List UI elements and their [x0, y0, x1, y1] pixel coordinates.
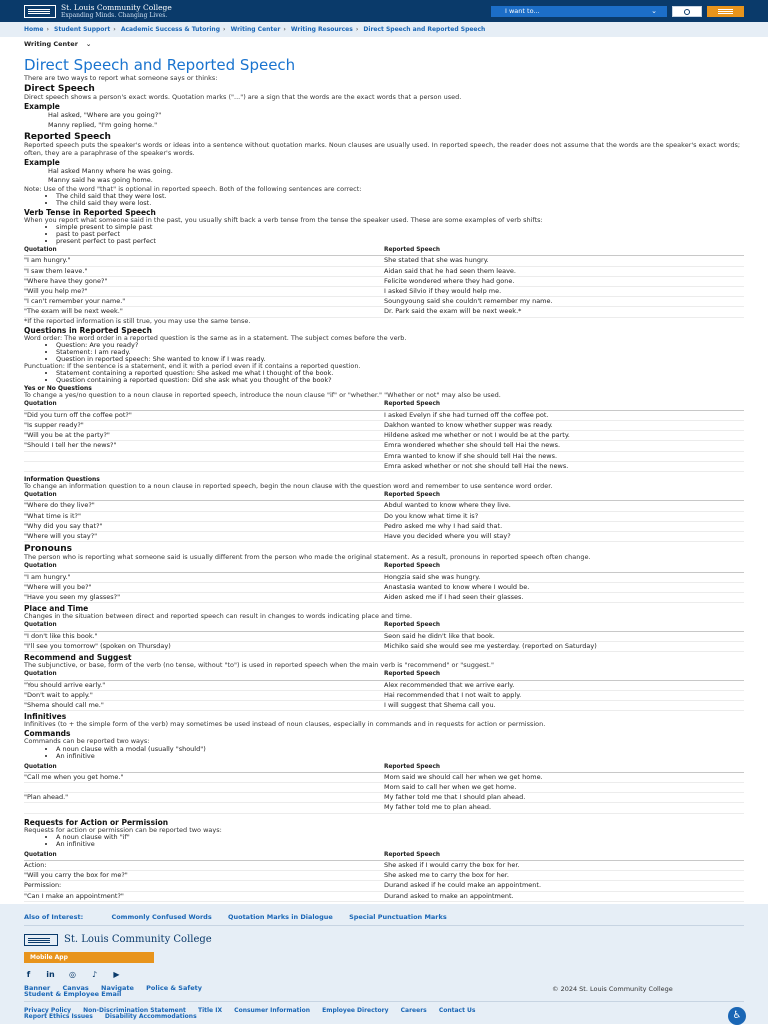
page-title: Direct Speech and Reported Speech	[24, 56, 296, 74]
table-row	[24, 690, 744, 700]
table-row	[24, 297, 744, 307]
link-special-punctuation[interactable]: Special Punctuation Marks	[349, 913, 447, 921]
table-header-row	[24, 491, 744, 501]
footer-college-name: St. Louis Community College	[64, 934, 212, 945]
table-cell: "You should arrive early."	[24, 680, 384, 690]
requests-heading: Requests for Action or Permission	[24, 817, 169, 827]
table-cell: Permission:	[24, 881, 384, 891]
table-header-row	[24, 851, 744, 861]
table-cell: "I can't remember your name."	[24, 297, 384, 307]
table-cell: Michiko said she would see me yesterday. (reported on Saturday)	[384, 641, 744, 651]
table-cell: "I am hungry."	[24, 572, 384, 582]
table-cell: Emra wanted to know if she should tell Hai the news.	[384, 451, 744, 461]
table-cell: Alex recommended that we arrive early.	[384, 680, 744, 690]
section-nav-label: Writing Center	[24, 40, 78, 48]
table-cell	[24, 803, 384, 813]
list-item: • Question containing a reported question: Did she ask what you thought of the book?	[56, 377, 744, 384]
table-header-row	[24, 246, 744, 256]
table-row	[24, 276, 744, 286]
mobile-app-button[interactable]: Mobile App	[24, 952, 154, 963]
pronouns-table	[24, 562, 744, 603]
tiktok-icon[interactable]: ♪	[91, 970, 98, 979]
table-cell: "Where have they gone?"	[24, 276, 384, 286]
table-cell: "Is supper ready?"	[24, 420, 384, 430]
table-row	[24, 451, 744, 461]
linkedin-icon[interactable]: in	[46, 970, 55, 979]
pronouns-heading: Pronouns	[24, 544, 72, 555]
table-cell: "What time is it?"	[24, 511, 384, 521]
list-item: • A noun clause with a modal (usually "should")	[56, 746, 744, 753]
link-non-discrimination[interactable]: Non-Discrimination Statement	[83, 1007, 186, 1014]
table-cell: I will suggest that Shema call you.	[384, 700, 744, 710]
table-cell: "Have you seen my glasses?"	[24, 593, 384, 603]
table-cell: "Will you be at the party?"	[24, 431, 384, 441]
commands-heading: Commands	[24, 729, 71, 739]
table-cell: Felicite wondered where they had gone.	[384, 276, 744, 286]
info-questions-heading: Information Questions	[24, 475, 100, 483]
breadcrumb-bar	[0, 22, 768, 37]
info-questions-table	[24, 491, 744, 542]
table-cell: Action:	[24, 861, 384, 871]
example-line: Manny replied, "I'm going home."	[48, 120, 158, 129]
reported-example-heading: Example	[24, 157, 60, 167]
table-header-row	[24, 562, 744, 572]
direct-example	[24, 111, 744, 130]
requests-table	[24, 851, 744, 902]
column-header: Quotation	[24, 246, 384, 256]
reported-speech-heading: Reported Speech	[24, 132, 111, 143]
questions-heading: Questions in Reported Speech	[24, 325, 152, 335]
table-header-row	[24, 400, 744, 410]
copyright: © 2024 St. Louis Community College	[552, 985, 673, 993]
table-cell: "Where do they live?"	[24, 501, 384, 511]
infinitives-heading: Infinitives	[24, 712, 67, 722]
table-cell: She stated that she was hungry.	[384, 256, 744, 266]
table-cell: "Don't wait to apply."	[24, 690, 384, 700]
table-cell: Soungyoung said she couldn't remember my name.	[384, 297, 744, 307]
column-header: Quotation	[24, 621, 384, 631]
tense-footnote: *If the reported information is still true, you may use the same tense.	[24, 316, 251, 325]
link-careers[interactable]: Careers	[400, 1007, 427, 1014]
table-cell: "I am hungry."	[24, 256, 384, 266]
breadcrumb-current[interactable]: Direct Speech and Reported Speech	[363, 26, 486, 33]
link-employee-directory[interactable]: Employee Directory	[322, 1007, 389, 1014]
table-row	[24, 572, 744, 582]
punctuation-list	[24, 370, 744, 384]
table-cell: "Did you turn off the coffee pot?"	[24, 410, 384, 420]
column-header: Quotation	[24, 763, 384, 773]
link-banner[interactable]: Banner	[24, 984, 51, 992]
direct-example-heading: Example	[24, 102, 60, 112]
breadcrumb-home[interactable]: Home	[24, 26, 44, 33]
column-header: Reported Speech	[384, 400, 744, 410]
also-of-interest	[24, 913, 447, 921]
table-row	[24, 793, 744, 803]
college-logo-icon	[24, 5, 56, 18]
table-cell: Dr. Park said the exam will be next week.*	[384, 307, 744, 317]
reported-example	[24, 167, 744, 186]
section-nav[interactable]	[24, 40, 91, 48]
table-cell: I asked Evelyn if she had turned off the coffee pot.	[384, 410, 744, 420]
column-header: Quotation	[24, 400, 384, 410]
infinitives-text: Infinitives (to + the simple form of the verb) may sometimes be used instead of noun clauses, especially in commands and in requests for action or permission.	[24, 720, 546, 729]
link-contact-us[interactable]: Contact Us	[438, 1007, 476, 1014]
list-item: • past to past perfect	[56, 231, 744, 238]
hamburger-icon	[718, 9, 733, 10]
link-consumer-information[interactable]: Consumer Information	[234, 1007, 310, 1014]
list-item: • The child said that they were lost.	[56, 193, 744, 200]
questions-text: Word order: The word order in a reported question is the same as in a statement. The subject comes before the verb.	[24, 333, 407, 342]
intro-text: There are two ways to report what someone says or thinks:	[24, 74, 218, 82]
table-cell	[24, 782, 384, 792]
list-item: • Statement: I am ready.	[56, 349, 744, 356]
college-logo[interactable]	[24, 4, 172, 19]
breadcrumb-writing-resources[interactable]: Writing Resources	[290, 26, 353, 33]
table-cell: Aidan said that he had seen them leave.	[384, 266, 744, 276]
footer-legal-links-2	[24, 1013, 207, 1021]
breadcrumb-writing-center[interactable]: Writing Center	[230, 26, 281, 33]
direct-speech-text: Direct speech shows a person's exact words. Quotation marks ("...") are a sign that the words are the exact words that a person used.	[24, 93, 462, 102]
chevron-down-icon: ⌄	[85, 40, 92, 48]
link-report-ethics[interactable]: Report Ethics Issues	[24, 1013, 93, 1020]
footer-logo[interactable]	[24, 934, 212, 947]
table-row	[24, 680, 744, 690]
table-cell: I asked Silvio if they would help me.	[384, 287, 744, 297]
example-line: Hal asked, "Where are you going?"	[48, 111, 162, 120]
example-line: Manny said he was going home.	[48, 176, 153, 185]
table-row	[24, 461, 744, 471]
recommend-table	[24, 670, 744, 711]
table-cell: Dakhon wanted to know whether supper was ready.	[384, 420, 744, 430]
footer-divider	[24, 925, 744, 926]
accessibility-icon[interactable]: ♿	[728, 1007, 746, 1025]
top-bar	[0, 0, 768, 22]
table-header-row	[24, 670, 744, 680]
table-cell: Emra asked whether or not she should tell Hai the news.	[384, 461, 744, 471]
that-note-list	[24, 193, 744, 207]
column-header: Quotation	[24, 562, 384, 572]
table-cell: Seon said he didn't like that book.	[384, 631, 744, 641]
word-order-list	[24, 342, 744, 363]
verb-tense-table	[24, 246, 744, 317]
table-row	[24, 410, 744, 420]
table-row	[24, 501, 744, 511]
table-row	[24, 871, 744, 881]
table-row	[24, 511, 744, 521]
table-cell: Abdul wanted to know where they live.	[384, 501, 744, 511]
search-button[interactable]	[672, 6, 702, 17]
table-row	[24, 420, 744, 430]
table-cell: Hongzia said she was hungry.	[384, 572, 744, 582]
list-item: • present perfect to past perfect	[56, 238, 744, 245]
direct-speech-heading: Direct Speech	[24, 84, 95, 95]
youtube-icon[interactable]: ▶	[113, 970, 120, 979]
table-row	[24, 307, 744, 317]
table-cell: Do you know what time it is?	[384, 511, 744, 521]
pronouns-text: The person who is reporting what someone said is usually different from the person who made the original statement. As a result, pronouns in reported speech often change.	[24, 553, 591, 562]
breadcrumb: Home › Student Support › Academic Success & Tutoring › Writing Center › Writing Resources › Direct Speech and Reported Speech	[24, 26, 486, 33]
table-cell: Hildene asked me whether or not I would be at the party.	[384, 431, 744, 441]
college-name: St. Louis Community College	[61, 3, 172, 12]
link-quotation-marks-dialogue[interactable]: Quotation Marks in Dialogue	[227, 913, 333, 921]
table-cell: Durand asked to make an appointment.	[384, 891, 744, 901]
table-cell: "Will you help me?"	[24, 287, 384, 297]
table-row	[24, 266, 744, 276]
link-disability-accommodations[interactable]: Disability Accommodations	[104, 1013, 197, 1020]
link-canvas[interactable]: Canvas	[62, 984, 89, 992]
link-title-ix[interactable]: Title IX	[197, 1007, 223, 1014]
table-cell: She asked me to carry the box for her.	[384, 871, 744, 881]
i-want-to-label: I want to...	[505, 7, 540, 15]
place-time-table	[24, 621, 744, 652]
table-row	[24, 582, 744, 592]
requests-list	[24, 834, 744, 848]
table-cell: Mom said to call her when we get home.	[384, 782, 744, 792]
table-cell: Anastasia wanted to know where I would be.	[384, 582, 744, 592]
example-line: Hal asked Manny where he was going.	[48, 166, 173, 175]
table-row	[24, 881, 744, 891]
table-cell	[24, 461, 384, 471]
college-logo-icon	[24, 934, 58, 946]
yes-no-table	[24, 400, 744, 471]
list-item: • An infinitive	[56, 841, 744, 848]
link-navigate[interactable]: Navigate	[101, 984, 134, 992]
table-row	[24, 441, 744, 451]
place-time-text: Changes in the situation between direct and reported speech can result in changes to words indicating place and time.	[24, 612, 413, 621]
verb-shift-list	[24, 224, 744, 245]
list-item: • Statement containing a reported question: She asked me what I thought of the book.	[56, 370, 744, 377]
table-cell: Durand asked if he could make an appointment.	[384, 881, 744, 891]
table-cell: Hai recommended that I not wait to apply.	[384, 690, 744, 700]
column-header: Reported Speech	[384, 562, 744, 572]
column-header: Quotation	[24, 851, 384, 861]
punctuation-text: Punctuation: If the sentence is a statement, end it with a period even if it contains a reported question.	[24, 362, 361, 371]
table-cell: "Will you carry the box for me?"	[24, 871, 384, 881]
recommend-heading: Recommend and Suggest	[24, 653, 132, 663]
breadcrumb-academic-success[interactable]: Academic Success & Tutoring	[120, 26, 220, 33]
footer-divider	[24, 1001, 744, 1002]
reported-speech-text: Reported speech puts the speaker's words or ideas into a sentence without quotation marks. Noun clauses are usually used. In reported speech, the reader does not assume that the words are the speaker's exact words; often, they are a paraphrase of the speaker's words.	[24, 141, 741, 157]
instagram-icon[interactable]: ◎	[69, 970, 76, 979]
column-header: Reported Speech	[384, 670, 744, 680]
column-header: Reported Speech	[384, 621, 744, 631]
chevron-down-icon: ⌄	[651, 7, 657, 15]
list-item: • The child said they were lost.	[56, 200, 744, 207]
link-commonly-confused-words[interactable]: Commonly Confused Words	[111, 913, 212, 921]
that-note: Note: Use of the word "that" is optional in reported speech. Both of the following sentences are correct:	[24, 184, 362, 193]
commands-text: Commands can be reported two ways:	[24, 737, 150, 746]
verb-tense-heading: Verb Tense in Reported Speech	[24, 208, 156, 218]
table-row	[24, 891, 744, 901]
recommend-text: The subjunctive, or base, form of the verb (no tense, without "to") is used in reported speech when the main verb is "recommend" or "suggest."	[24, 661, 494, 670]
table-cell: "Plan ahead."	[24, 793, 384, 803]
link-student-employee-email[interactable]: Student & Employee Email	[24, 990, 122, 998]
table-cell: "Shema should call me."	[24, 700, 384, 710]
table-cell: Pedro asked me why I had said that.	[384, 521, 744, 531]
link-privacy-policy[interactable]: Privacy Policy	[24, 1007, 72, 1014]
table-cell: "The exam will be next week."	[24, 307, 384, 317]
column-header: Reported Speech	[384, 491, 744, 501]
table-row	[24, 593, 744, 603]
list-item: • Question: Are you ready?	[56, 342, 744, 349]
requests-text: Requests for action or permission can be reported two ways:	[24, 825, 222, 834]
table-row	[24, 531, 744, 541]
table-cell: Emra wondered whether she should tell Hai the news.	[384, 441, 744, 451]
table-row	[24, 256, 744, 266]
table-cell: Aiden asked me if I had seen their glasses.	[384, 593, 744, 603]
table-cell: "I'll see you tomorrow" (spoken on Thursday)	[24, 641, 384, 651]
commands-table	[24, 763, 744, 814]
table-cell: Have you decided where you will stay?	[384, 531, 744, 541]
table-cell: "Where will you be?"	[24, 582, 384, 592]
commands-list	[24, 746, 744, 760]
table-cell: "I don't like this book."	[24, 631, 384, 641]
table-cell: My father told me to plan ahead.	[384, 803, 744, 813]
table-row	[24, 772, 744, 782]
table-row	[24, 287, 744, 297]
search-icon	[684, 9, 690, 15]
table-cell: She asked if I would carry the box for her.	[384, 861, 744, 871]
column-header: Reported Speech	[384, 246, 744, 256]
table-cell: "I saw them leave."	[24, 266, 384, 276]
column-header: Quotation	[24, 491, 384, 501]
info-questions-text: To change an information question to a noun clause in reported speech, begin the noun clause with the question word and remember to use sentence word order.	[24, 481, 553, 490]
table-cell	[24, 451, 384, 461]
table-cell: "Call me when you get home."	[24, 772, 384, 782]
column-header: Reported Speech	[384, 763, 744, 773]
i-want-to-dropdown[interactable]	[491, 6, 667, 17]
column-header: Reported Speech	[384, 851, 744, 861]
link-police-safety[interactable]: Police & Safety	[146, 984, 202, 992]
also-of-interest-label: Also of Interest:	[24, 913, 84, 921]
facebook-icon[interactable]: f	[26, 970, 31, 979]
table-header-row	[24, 763, 744, 773]
table-row	[24, 521, 744, 531]
table-row	[24, 700, 744, 710]
table-cell: "Should I tell her the news?"	[24, 441, 384, 451]
yes-no-heading: Yes or No Questions	[24, 385, 92, 393]
college-tagline: Expanding Minds. Changing Lives.	[61, 12, 168, 19]
list-item: • simple present to simple past	[56, 224, 744, 231]
table-row	[24, 861, 744, 871]
table-cell: "Can I make an appointment?"	[24, 891, 384, 901]
table-cell: My father told me that I should plan ahead.	[384, 793, 744, 803]
table-row	[24, 631, 744, 641]
column-header: Quotation	[24, 670, 384, 680]
main-content	[24, 56, 744, 902]
list-item: • An infinitive	[56, 753, 744, 760]
table-row	[24, 431, 744, 441]
menu-button[interactable]	[707, 6, 744, 17]
list-item: • Question in reported speech: She wanted to know if I was ready.	[56, 356, 744, 363]
yes-no-text: To change a yes/no question to a noun clause in reported speech, introduce the noun clause "if" or "whether." "Whether or not" may also be used.	[24, 391, 501, 400]
table-header-row	[24, 621, 744, 631]
table-cell: "Where will you stay?"	[24, 531, 384, 541]
footer	[0, 904, 768, 1024]
list-item: • A noun clause with "if"	[56, 834, 744, 841]
table-row	[24, 641, 744, 651]
place-time-heading: Place and Time	[24, 604, 89, 614]
social-links	[24, 970, 121, 979]
table-cell: "Why did you say that?"	[24, 521, 384, 531]
table-row	[24, 803, 744, 813]
verb-tense-text: When you report what someone said in the past, you usually shift back a verb tense from the tense the speaker used. These are some examples of verb shifts:	[24, 216, 543, 225]
table-row	[24, 782, 744, 792]
breadcrumb-student-support[interactable]: Student Support	[54, 26, 111, 33]
table-cell: Mom said we should call her when we get home.	[384, 772, 744, 782]
